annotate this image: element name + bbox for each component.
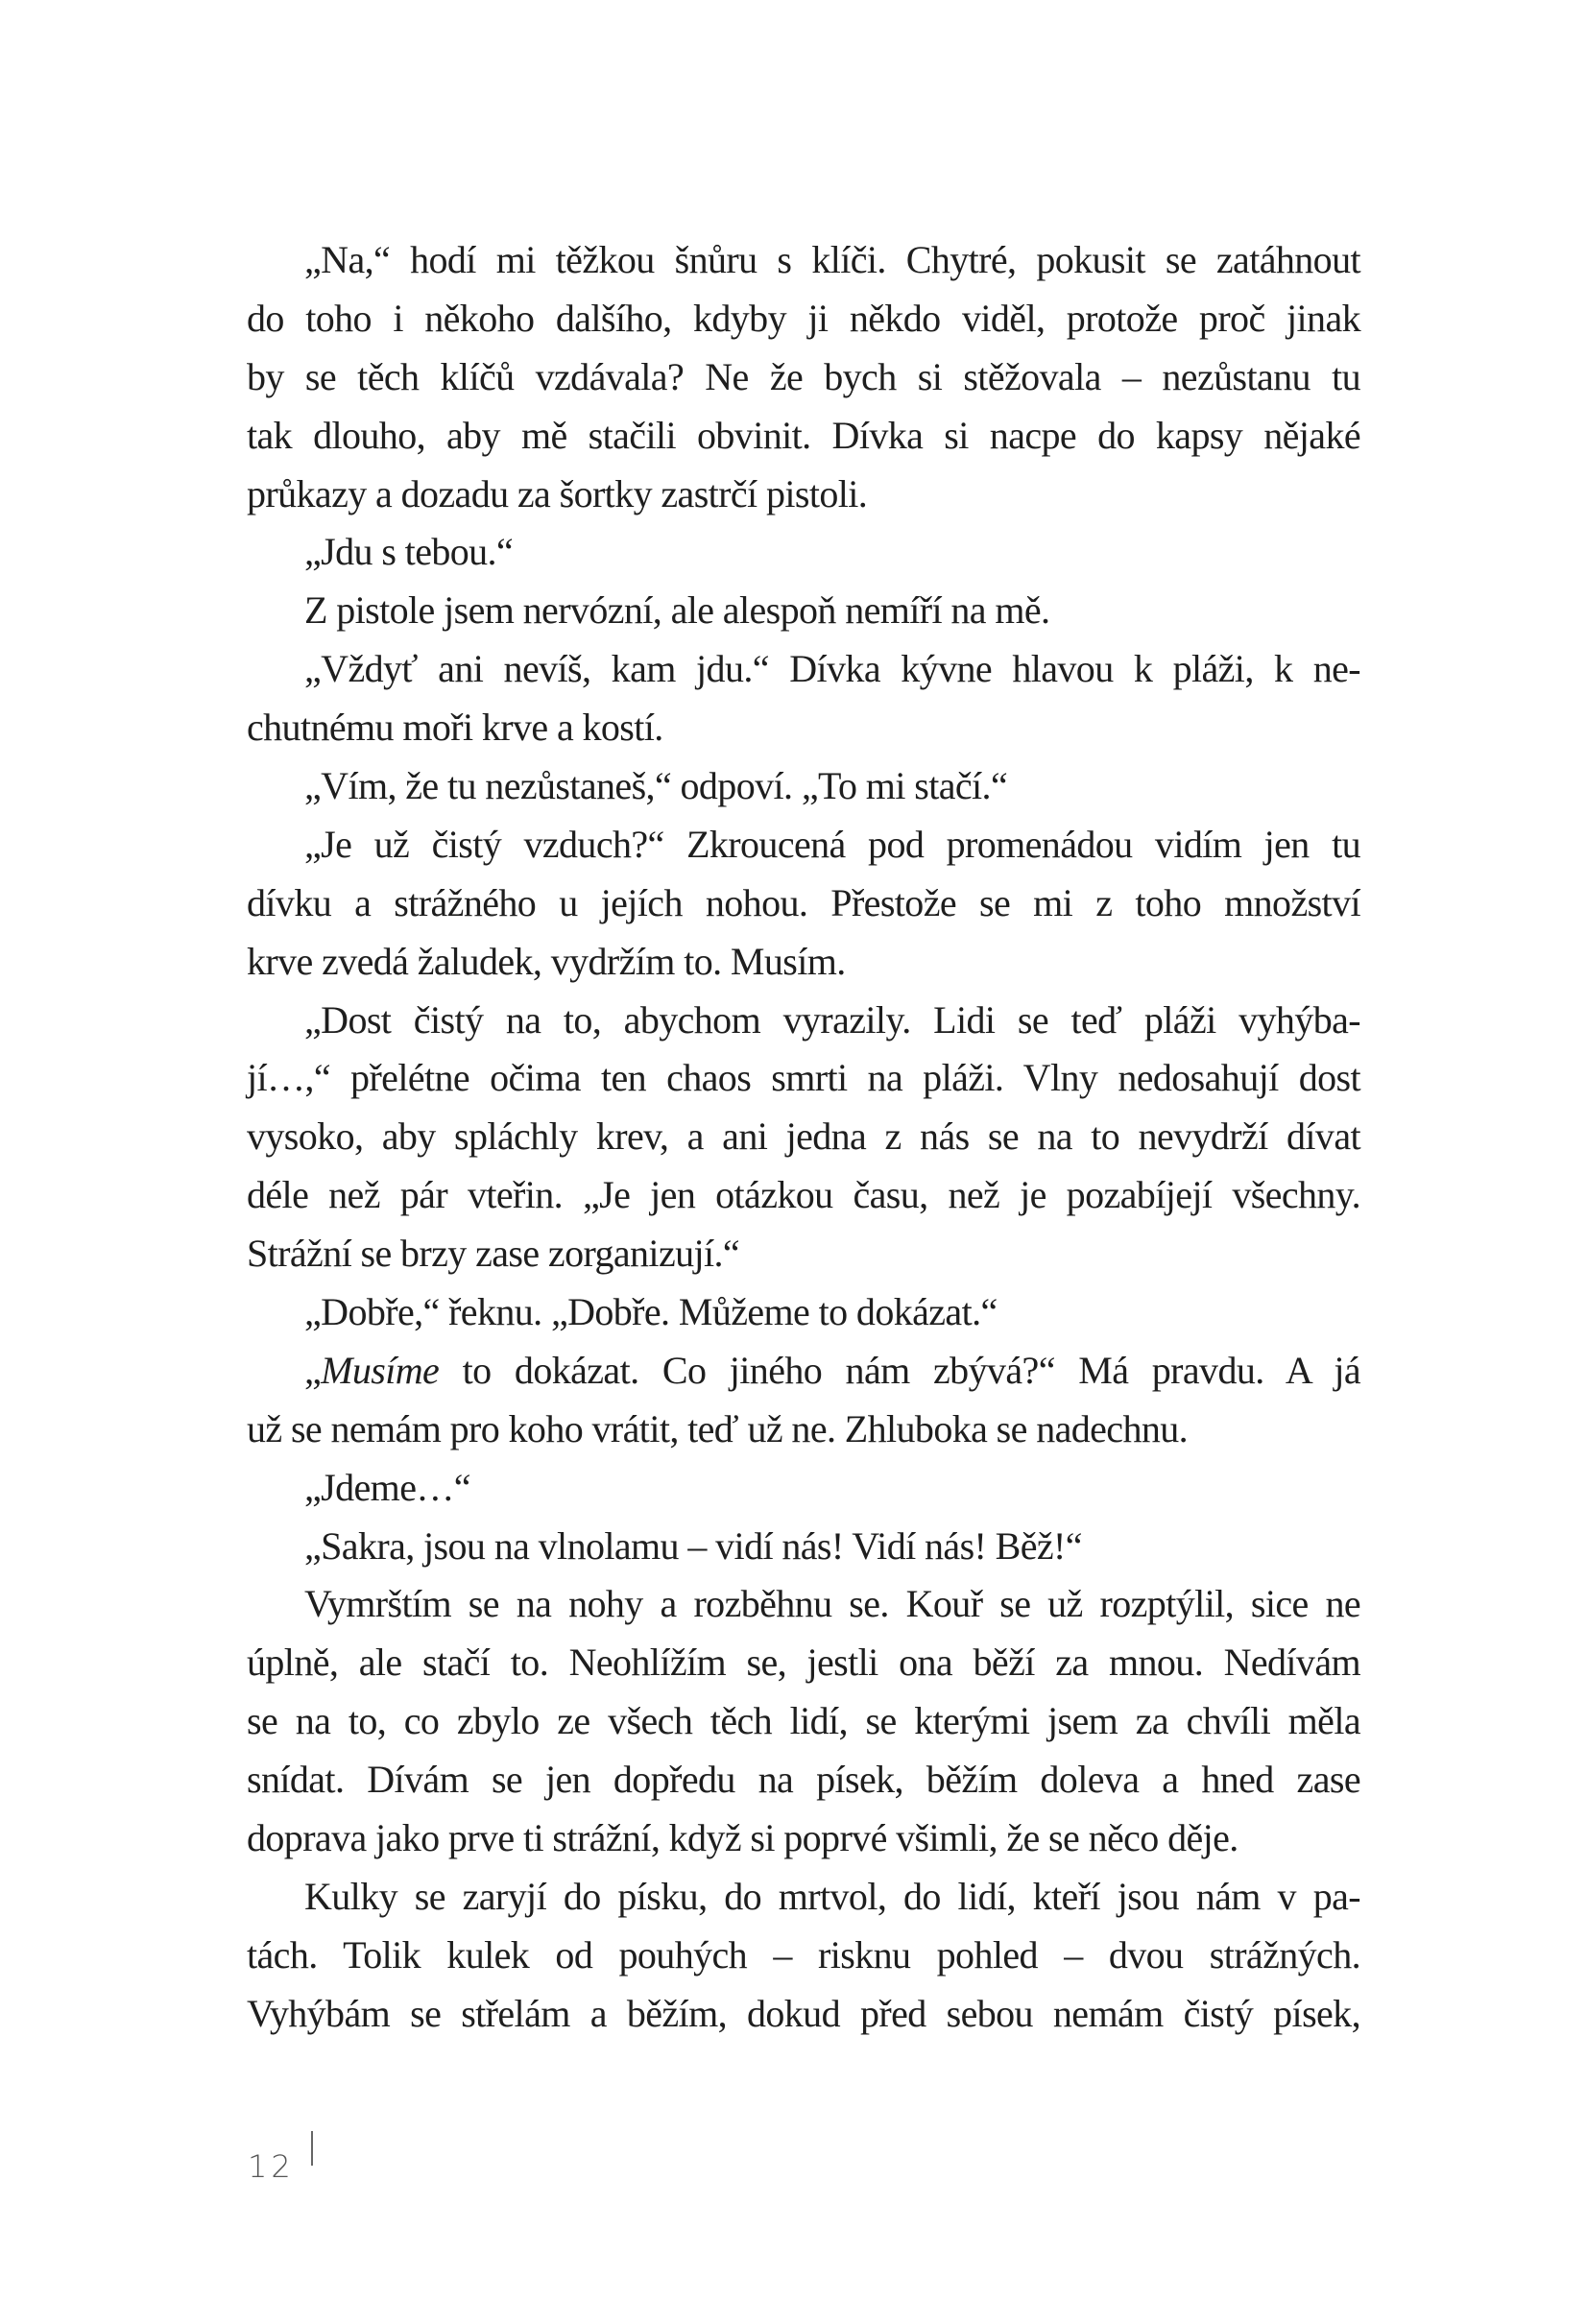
text-line: Vymrštím se na nohy a rozběhnu se. Kouř se už rozptýlil, sice ne [304,1582,1360,1626]
text-line: tách. Tolik kulek od pouhých – risknu pohled – dvou strážných. [247,1932,1360,1977]
text-line: „Dost čistý na to, abychom vyrazily. Lidi se teď pláži vyhýba- [304,997,1360,1042]
text-line: „Na,“ hodí mi těžkou šnůru s klíči. Chytré, pokusit se zatáhnout [304,238,1360,281]
body-text [247,231,1360,2044]
page-number-divider [311,2131,313,2166]
text-line: „Vím, že tu nezůstaneš,“ odpoví. „To mi stačí.“ [304,764,1008,808]
paragraph [247,523,1360,582]
paragraph [247,640,1360,757]
text-line: jí…,“ přelétne očima ten chaos smrti na pláži. Vlny nedosahují dost [247,1056,1360,1100]
text-span: to dokázat. Co jiného nám zbývá?“ Má pravdu. A já [439,1348,1360,1392]
paragraph [247,1575,1360,1867]
paragraph [247,1459,1360,1518]
paragraph [247,1518,1360,1576]
text-line: Strážní se brzy zase zorganizují.“ [247,1232,740,1276]
text-line [247,1342,1360,1401]
text-line: „Je už čistý vzduch?“ Zkroucená pod promenádou vidím jen tu [304,822,1360,866]
text-line: doprava jako prve ti strážní, když si poprvé všimli, že se něco děje. [247,1816,1238,1860]
text-line: snídat. Dívám se jen dopředu na písek, běžím doleva a hned zase [247,1758,1360,1802]
paragraph [247,992,1360,1283]
text-line: „Jdu s tebou.“ [304,530,514,574]
text-line: déle než pár vteřin. „Je jen otázkou času, než je pozabíjejí všechny. [247,1173,1360,1217]
text-line: do toho i někoho dalšího, kdyby ji někdo viděl, protože proč jinak [247,296,1360,340]
text-line: Kulky se zaryjí do písku, do mrtvol, do lidí, kteří jsou nám v pa- [304,1874,1360,1918]
text-line: průkazy a dozadu za šortky zastrčí pistoli. [247,471,868,515]
text-line: by se těch klíčů vzdávala? Ne že bych si stěžovala – nezůstanu tu [247,354,1360,398]
text-line: tak dlouho, aby mě stačili obvinit. Dívka si nacpe do kapsy nějaké [247,413,1360,457]
text-line: Vyhýbám se střelám a běžím, dokud před sebou nemám čistý písek, [247,1991,1360,2035]
text-line: se na to, co zbylo ze všech těch lidí, se kterými jsem za chvíli měla [247,1699,1360,1743]
text-line: „Jdeme…“ [304,1465,470,1509]
text-line: dívku a strážného u jejích nohou. Přestože se mi z toho množství [247,880,1360,924]
paragraph [247,1342,1360,1459]
italic-text: Musíme [321,1348,440,1392]
text-line: vysoko, aby spláchly krev, a ani jedna z nás se na to nevydrží dívat [247,1114,1360,1159]
paragraph [247,1868,1360,2044]
text-line: krve zvedá žaludek, vydržím to. Musím. [247,939,846,983]
paragraph [247,757,1360,816]
paragraph [247,816,1360,992]
text-line: chutnému moři krve a kostí. [247,706,663,750]
text-line: „Sakra, jsou na vlnolamu – vidí nás! Vidí nás! Běž!“ [304,1523,1082,1568]
text-span: „ [304,1348,322,1392]
paragraph [247,582,1360,640]
text-line: Z pistole jsem nervózní, ale alespoň nemíří na mě. [304,588,1050,633]
text-line: úplně, ale stačí to. Neohlížím se, jestli ona běží za mnou. Nedívám [247,1641,1360,1685]
text-line: „Dobře,“ řeknu. „Dobře. Můžeme to dokázat.“ [304,1290,998,1334]
text-line: už se nemám pro koho vrátit, teď už ne. Zhluboka se nadechnu. [247,1406,1189,1450]
paragraph [247,1283,1360,1342]
page-number: 12 [248,2148,295,2185]
paragraph [247,231,1360,523]
text-line: „Vždyť ani nevíš, kam jdu.“ Dívka kývne hlavou k pláži, k ne- [304,647,1360,691]
